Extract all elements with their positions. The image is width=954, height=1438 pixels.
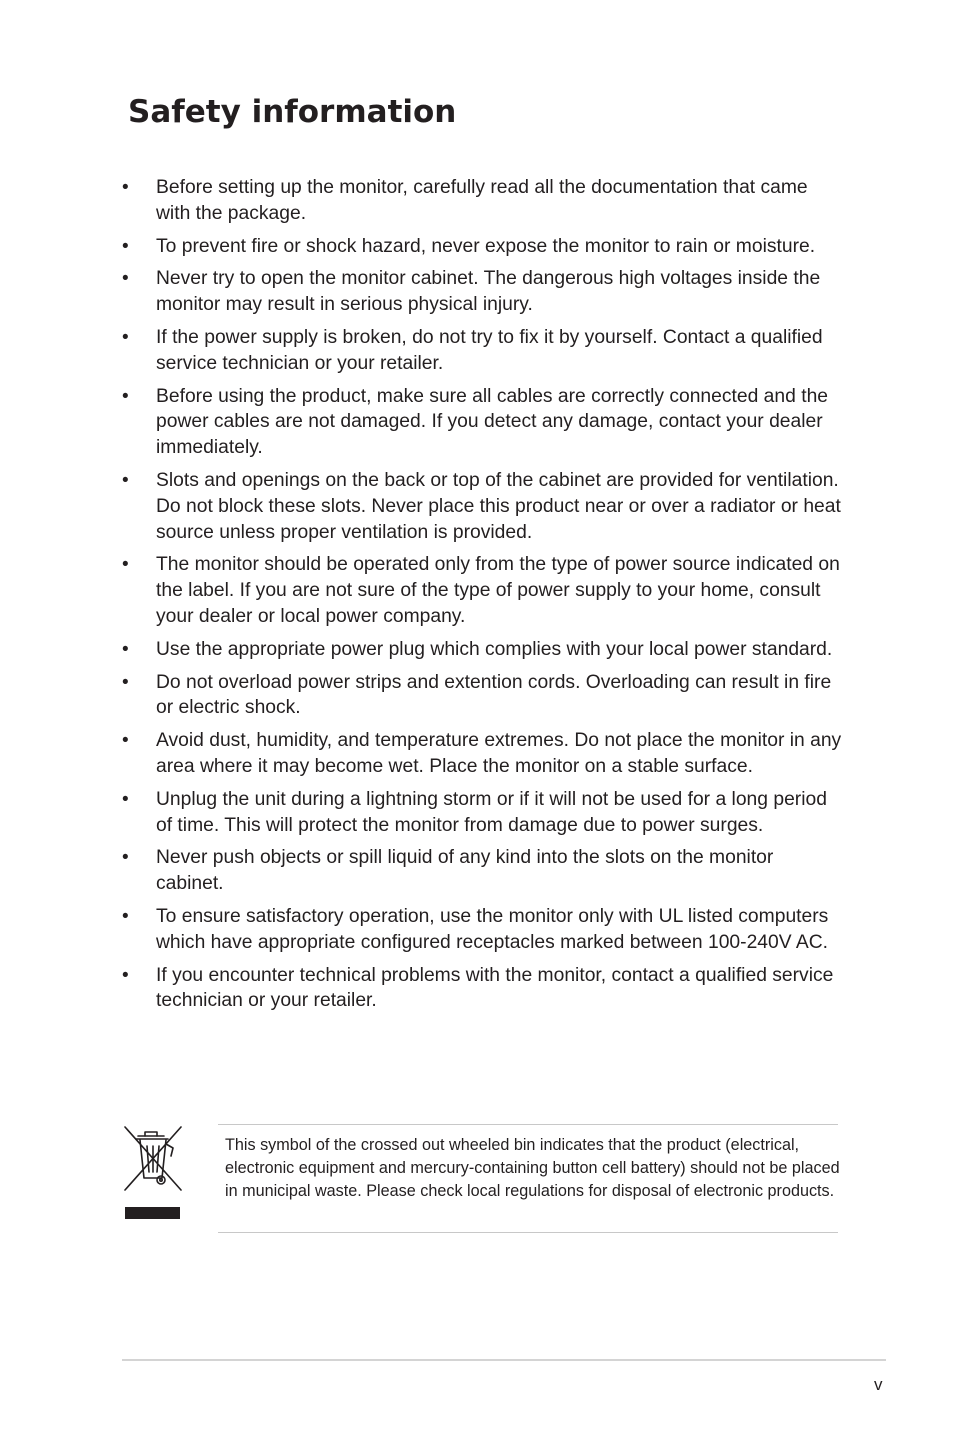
page-title: Safety information bbox=[128, 94, 457, 130]
bullet-text: If the power supply is broken, do not try to fix it by yourself. Contact a qualified service technician or your retailer. bbox=[156, 326, 823, 374]
bullet-text: To prevent fire or shock hazard, never expose the monitor to rain or moisture. bbox=[156, 235, 816, 257]
bullet-dot: • bbox=[122, 177, 129, 198]
bullet-dot: • bbox=[122, 326, 129, 348]
bullet-item bbox=[0, 175, 954, 227]
weee-notice-box bbox=[218, 1124, 838, 1233]
bullet-item bbox=[0, 468, 954, 545]
bullet-dot: • bbox=[122, 788, 129, 810]
bullet-item bbox=[0, 266, 954, 318]
bullet-item bbox=[0, 963, 954, 1015]
bullet-dot: • bbox=[122, 268, 129, 290]
bullet-dot: • bbox=[122, 469, 129, 491]
bullet-text: If you encounter technical problems with the monitor, contact a qualified service technician or your retailer. bbox=[156, 964, 834, 1012]
bullet-text: Before using the product, make sure all cables are correctly connected and the power cables are not damaged. If you detect any damage, contact your dealer immediately. bbox=[156, 385, 829, 459]
bullet-dot: • bbox=[122, 730, 129, 752]
bullet-item bbox=[0, 845, 954, 897]
bullet-dot: • bbox=[122, 385, 129, 407]
bullet-item bbox=[0, 234, 954, 260]
bullet-text: Never try to open the monitor cabinet. The dangerous high voltages inside the monitor may result in serious physical injury. bbox=[156, 268, 821, 316]
bullet-item bbox=[0, 670, 954, 722]
bullet-text: Unplug the unit during a lightning storm or if it will not be used for a long period of time. This will protect the monitor from damage due to power surges. bbox=[156, 788, 827, 836]
bullet-item bbox=[0, 637, 954, 663]
safety-bullet-list bbox=[0, 175, 954, 1021]
bullet-dot: • bbox=[122, 235, 129, 257]
bullet-text: Do not overload power strips and extention cords. Overloading can result in fire or electric shock. bbox=[156, 671, 832, 719]
weee-notice-text: This symbol of the crossed out wheeled bin indicates that the product (electrical, electronic equipment and mercury-containing button cell battery) should not be placed in municipal waste. Please check local regulations for disposal of electronic products. bbox=[225, 1136, 840, 1201]
bullet-text: Before setting up the monitor, carefully read all the documentation that came with the package. bbox=[156, 177, 808, 224]
page-number: v bbox=[874, 1375, 883, 1394]
footer-rule bbox=[122, 1359, 886, 1361]
bullet-item bbox=[0, 325, 954, 377]
bullet-dot: • bbox=[122, 847, 129, 869]
bullet-item bbox=[0, 552, 954, 629]
bullet-text: Never push objects or spill liquid of any kind into the slots on the monitor cabinet. bbox=[156, 847, 774, 895]
bullet-dot: • bbox=[122, 638, 129, 660]
bullet-item bbox=[0, 728, 954, 780]
bullet-text: The monitor should be operated only from the type of power source indicated on the label. If you are not sure of the type of power supply to your home, consult your dealer or local power company. bbox=[156, 554, 840, 627]
bullet-item bbox=[0, 384, 954, 461]
bullet-text: Use the appropriate power plug which complies with your local power standard. bbox=[156, 638, 833, 660]
bullet-item bbox=[0, 904, 954, 956]
bullet-dot: • bbox=[122, 554, 129, 576]
bullet-item bbox=[0, 787, 954, 839]
bullet-dot: • bbox=[122, 905, 129, 927]
bullet-dot: • bbox=[122, 964, 129, 986]
crossed-out-wheeled-bin-icon bbox=[121, 1122, 185, 1220]
bullet-dot: • bbox=[122, 671, 129, 693]
bullet-text: Avoid dust, humidity, and temperature extremes. Do not place the monitor in any area where it may become wet. Place the monitor on a stable surface. bbox=[156, 730, 842, 777]
bullet-text: To ensure satisfactory operation, use the monitor only with UL listed computers which have appropriate configured receptacles marked between 100-240V AC. bbox=[156, 905, 829, 953]
bullet-text: Slots and openings on the back or top of the cabinet are provided for ventilation. Do not block these slots. Never place this product near or over a radiator or heat source unless proper ventilation is provided. bbox=[156, 469, 841, 543]
